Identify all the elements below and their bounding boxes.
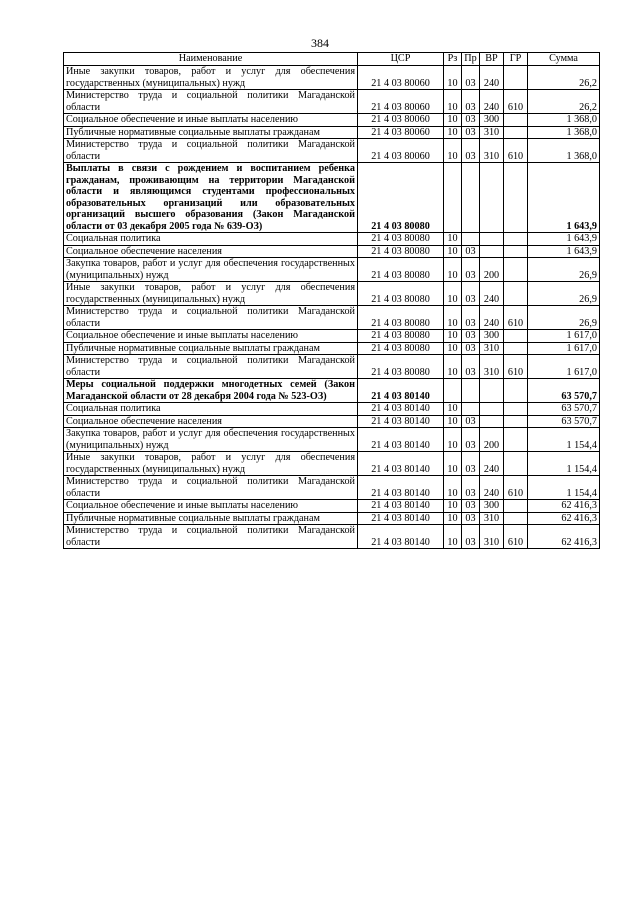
cell-gr [504,282,528,306]
table-row [64,342,600,355]
cell-csr: 21 4 03 80060 [358,66,444,90]
cell-gr: 610 [504,355,528,379]
cell-vr: 300 [480,500,504,513]
cell-vr [480,379,504,403]
cell-gr [504,415,528,428]
cell-csr: 21 4 03 80080 [358,342,444,355]
cell-gr [504,330,528,343]
cell-rz: 10 [444,233,462,246]
cell-name: Министерство труда и социальной политики Магаданской области [64,525,358,549]
cell-gr: 610 [504,306,528,330]
cell-pr: 03 [462,139,480,163]
cell-vr: 240 [480,66,504,90]
cell-rz: 10 [444,139,462,163]
table-row [64,428,600,452]
cell-gr [504,452,528,476]
cell-name: Социальная политика [64,233,358,246]
cell-name: Иные закупки товаров, работ и услуг для обеспечения государственных (муниципальных) нужд [64,282,358,306]
header-csr: ЦСР [358,53,444,66]
cell-rz [444,163,462,233]
cell-rz: 10 [444,306,462,330]
cell-vr [480,245,504,258]
cell-name: Министерство труда и социальной политики Магаданской области [64,139,358,163]
cell-name: Министерство труда и социальной политики Магаданской области [64,90,358,114]
cell-csr: 21 4 03 80140 [358,476,444,500]
page-number: 384 [311,36,329,50]
cell-vr [480,163,504,233]
cell-csr: 21 4 03 80080 [358,282,444,306]
cell-rz: 10 [444,500,462,513]
cell-name: Публичные нормативные социальные выплаты гражданам [64,342,358,355]
header-sum: Сумма [528,53,600,66]
cell-pr: 03 [462,258,480,282]
cell-rz: 10 [444,428,462,452]
table-row [64,452,600,476]
table-row [64,306,600,330]
cell-sum: 1 368,0 [528,114,600,127]
cell-sum: 62 416,3 [528,500,600,513]
cell-csr: 21 4 03 80080 [358,330,444,343]
cell-pr: 03 [462,428,480,452]
cell-vr: 310 [480,512,504,525]
table-row [64,403,600,416]
cell-vr: 200 [480,258,504,282]
cell-rz: 10 [444,415,462,428]
table-row [64,233,600,246]
cell-vr: 200 [480,428,504,452]
cell-name: Публичные нормативные социальные выплаты гражданам [64,126,358,139]
cell-pr: 03 [462,330,480,343]
cell-pr: 03 [462,525,480,549]
table-row [64,512,600,525]
cell-name: Закупка товаров, работ и услуг для обеспечения государственных (муниципальных) нужд [64,428,358,452]
cell-rz: 10 [444,90,462,114]
cell-vr: 310 [480,126,504,139]
cell-csr: 21 4 03 80140 [358,512,444,525]
table-row [64,379,600,403]
cell-vr: 310 [480,342,504,355]
cell-csr: 21 4 03 80060 [358,126,444,139]
cell-vr: 240 [480,90,504,114]
cell-name: Закупка товаров, работ и услуг для обеспечения государственных (муниципальных) нужд [64,258,358,282]
header-row [64,53,600,66]
cell-pr [462,403,480,416]
cell-rz: 10 [444,525,462,549]
cell-csr: 21 4 03 80080 [358,163,444,233]
table-row [64,500,600,513]
cell-sum: 26,9 [528,282,600,306]
cell-gr [504,245,528,258]
table-row [64,114,600,127]
header-pr: Пр [462,53,480,66]
cell-sum: 62 416,3 [528,512,600,525]
cell-gr [504,126,528,139]
header-gr: ГР [504,53,528,66]
cell-pr: 03 [462,90,480,114]
cell-sum: 26,9 [528,258,600,282]
cell-vr: 240 [480,306,504,330]
cell-rz: 10 [444,403,462,416]
cell-sum: 26,2 [528,90,600,114]
cell-sum: 1 643,9 [528,233,600,246]
cell-vr: 240 [480,282,504,306]
budget-table [63,52,600,549]
cell-pr: 03 [462,355,480,379]
table-row [64,139,600,163]
cell-name: Меры социальной поддержки многодетных семей (Закон Магаданской области от 28 декабря 2004 года № 523-ОЗ) [64,379,358,403]
cell-gr: 610 [504,476,528,500]
cell-csr: 21 4 03 80080 [358,355,444,379]
cell-pr: 03 [462,306,480,330]
cell-pr [462,163,480,233]
cell-sum: 1 643,9 [528,245,600,258]
cell-gr [504,258,528,282]
table-row [64,282,600,306]
cell-vr: 240 [480,476,504,500]
cell-vr [480,415,504,428]
cell-sum: 1 368,0 [528,126,600,139]
cell-sum: 1 617,0 [528,355,600,379]
cell-rz [444,379,462,403]
cell-sum: 1 617,0 [528,342,600,355]
cell-vr: 240 [480,452,504,476]
cell-rz: 10 [444,452,462,476]
cell-gr [504,342,528,355]
cell-gr [504,379,528,403]
cell-name: Социальное обеспечение и иные выплаты населению [64,330,358,343]
cell-gr [504,512,528,525]
cell-rz: 10 [444,282,462,306]
cell-csr: 21 4 03 80140 [358,428,444,452]
cell-name: Иные закупки товаров, работ и услуг для обеспечения государственных (муниципальных) нужд [64,452,358,476]
cell-gr [504,163,528,233]
cell-pr: 03 [462,114,480,127]
cell-sum: 1 368,0 [528,139,600,163]
cell-sum: 63 570,7 [528,379,600,403]
cell-vr: 310 [480,139,504,163]
header-name: Наименование [64,53,358,66]
cell-sum: 63 570,7 [528,415,600,428]
cell-sum: 1 154,4 [528,428,600,452]
table-row [64,258,600,282]
cell-csr: 21 4 03 80080 [358,233,444,246]
cell-vr [480,233,504,246]
cell-name: Министерство труда и социальной политики Магаданской области [64,306,358,330]
cell-vr [480,403,504,416]
cell-name: Социальное обеспечение и иные выплаты населению [64,500,358,513]
cell-csr: 21 4 03 80140 [358,525,444,549]
cell-pr: 03 [462,66,480,90]
cell-csr: 21 4 03 80140 [358,415,444,428]
table-header [64,53,600,66]
cell-rz: 10 [444,342,462,355]
cell-pr: 03 [462,476,480,500]
cell-pr: 03 [462,126,480,139]
cell-sum: 26,9 [528,306,600,330]
cell-sum: 1 643,9 [528,163,600,233]
cell-csr: 21 4 03 80060 [358,90,444,114]
cell-csr: 21 4 03 80140 [358,379,444,403]
cell-sum: 26,2 [528,66,600,90]
cell-csr: 21 4 03 80140 [358,452,444,476]
cell-csr: 21 4 03 80140 [358,403,444,416]
cell-name: Выплаты в связи с рождением и воспитанием ребенка гражданам, проживающим на территории Магаданской области и являющимся студентами профессиональных образовательных организаций или образовательных организаций высшего образования (Закон Магаданской области от 03 декабря 2005 года № 639-ОЗ) [64,163,358,233]
cell-csr: 21 4 03 80060 [358,114,444,127]
cell-sum: 63 570,7 [528,403,600,416]
cell-gr [504,233,528,246]
table-row [64,476,600,500]
cell-csr: 21 4 03 80140 [358,500,444,513]
cell-gr [504,403,528,416]
cell-pr: 03 [462,452,480,476]
cell-gr [504,500,528,513]
cell-rz: 10 [444,66,462,90]
cell-gr: 610 [504,90,528,114]
table-row [64,90,600,114]
cell-sum: 62 416,3 [528,525,600,549]
table-row [64,66,600,90]
cell-name: Социальная политика [64,403,358,416]
table-row [64,330,600,343]
cell-name: Социальное обеспечение и иные выплаты населению [64,114,358,127]
cell-sum: 1 154,4 [528,476,600,500]
cell-vr: 300 [480,330,504,343]
cell-pr: 03 [462,245,480,258]
cell-pr: 03 [462,415,480,428]
cell-name: Министерство труда и социальной политики Магаданской области [64,476,358,500]
cell-rz: 10 [444,476,462,500]
cell-vr: 310 [480,525,504,549]
cell-gr: 610 [504,139,528,163]
cell-pr: 03 [462,512,480,525]
cell-csr: 21 4 03 80080 [358,258,444,282]
cell-sum: 1 617,0 [528,330,600,343]
table-row [64,126,600,139]
cell-name: Министерство труда и социальной политики Магаданской области [64,355,358,379]
cell-pr: 03 [462,342,480,355]
cell-name: Социальное обеспечение населения [64,415,358,428]
table-row [64,355,600,379]
cell-pr [462,233,480,246]
table-row [64,415,600,428]
table-row [64,163,600,233]
cell-pr: 03 [462,282,480,306]
cell-sum: 1 154,4 [528,452,600,476]
table-row [64,245,600,258]
cell-rz: 10 [444,258,462,282]
cell-name: Публичные нормативные социальные выплаты гражданам [64,512,358,525]
cell-vr: 300 [480,114,504,127]
cell-gr [504,66,528,90]
header-vr: ВР [480,53,504,66]
cell-rz: 10 [444,355,462,379]
cell-csr: 21 4 03 80080 [358,245,444,258]
cell-rz: 10 [444,126,462,139]
cell-name: Иные закупки товаров, работ и услуг для обеспечения государственных (муниципальных) нужд [64,66,358,90]
cell-vr: 310 [480,355,504,379]
cell-csr: 21 4 03 80060 [358,139,444,163]
table-body [64,66,600,549]
cell-rz: 10 [444,512,462,525]
cell-gr [504,114,528,127]
cell-rz: 10 [444,330,462,343]
cell-pr [462,379,480,403]
cell-gr [504,428,528,452]
cell-rz: 10 [444,114,462,127]
table-row [64,525,600,549]
header-rz: Рз [444,53,462,66]
cell-csr: 21 4 03 80080 [358,306,444,330]
cell-pr: 03 [462,500,480,513]
cell-rz: 10 [444,245,462,258]
cell-gr: 610 [504,525,528,549]
cell-name: Социальное обеспечение населения [64,245,358,258]
